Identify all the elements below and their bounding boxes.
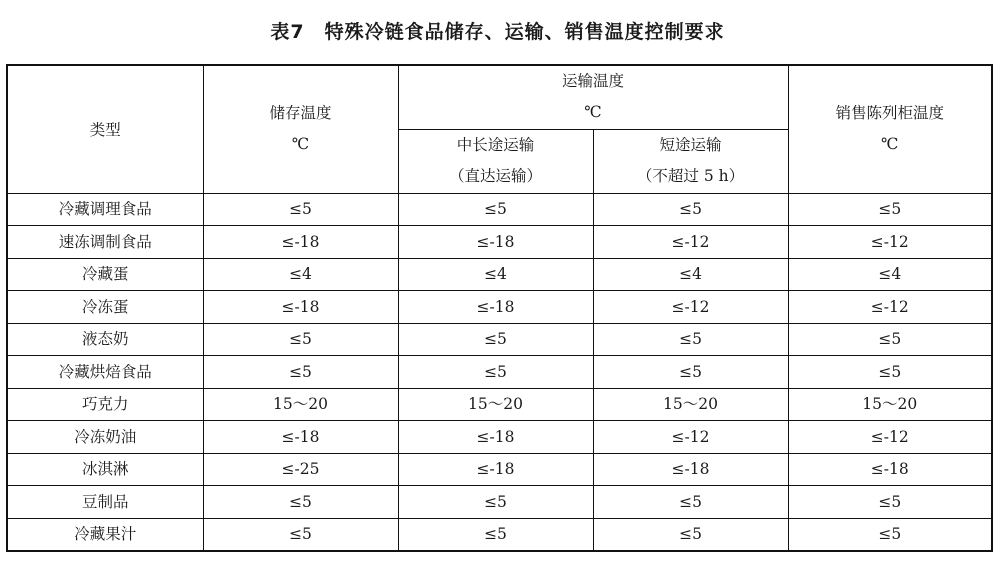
header-short-haul-line1: 短途运输 bbox=[659, 136, 722, 154]
header-sale-label: 销售陈列柜温度 bbox=[835, 104, 945, 123]
cell-long-haul-temp: 15～20 bbox=[398, 388, 593, 421]
cell-long-haul-temp: ≤5 bbox=[398, 356, 593, 389]
cell-long-haul-temp: ≤4 bbox=[398, 258, 593, 291]
table-row bbox=[7, 291, 992, 324]
cell-short-haul-temp: ≤-18 bbox=[593, 453, 788, 486]
header-storage-label: 储存温度 bbox=[269, 104, 332, 123]
table-title: 表7 特殊冷链食品储存、运输、销售温度控制要求 bbox=[270, 21, 725, 43]
header-type bbox=[7, 65, 203, 193]
table-body bbox=[7, 193, 992, 551]
cell-short-haul-temp: ≤-12 bbox=[593, 226, 788, 259]
cell-storage-temp: ≤-18 bbox=[203, 226, 398, 259]
header-transport bbox=[398, 65, 788, 129]
cell-storage-temp: ≤5 bbox=[203, 323, 398, 356]
cell-food-type: 巧克力 bbox=[7, 388, 203, 421]
cell-short-haul-temp: ≤-12 bbox=[593, 291, 788, 324]
cell-long-haul-temp: ≤-18 bbox=[398, 226, 593, 259]
cell-sale-temp: ≤4 bbox=[788, 258, 992, 291]
cell-sale-temp: ≤5 bbox=[788, 486, 992, 519]
cell-short-haul-temp: 15～20 bbox=[593, 388, 788, 421]
cell-storage-temp: 15～20 bbox=[203, 388, 398, 421]
table-row bbox=[7, 258, 992, 291]
table-row bbox=[7, 421, 992, 454]
cell-storage-temp: ≤5 bbox=[203, 356, 398, 389]
cell-long-haul-temp: ≤-18 bbox=[398, 453, 593, 486]
table-row bbox=[7, 193, 992, 226]
cell-long-haul-temp: ≤5 bbox=[398, 486, 593, 519]
cell-sale-temp: ≤-12 bbox=[788, 291, 992, 324]
cell-sale-temp: ≤5 bbox=[788, 323, 992, 356]
cell-storage-temp: ≤-18 bbox=[203, 291, 398, 324]
cell-storage-temp: ≤5 bbox=[203, 486, 398, 519]
table-row bbox=[7, 518, 992, 551]
header-sale-unit: ℃ bbox=[881, 135, 899, 154]
cell-sale-temp: 15～20 bbox=[788, 388, 992, 421]
table-row bbox=[7, 356, 992, 389]
header-long-haul-line2: （直达运输） bbox=[448, 167, 542, 185]
header-type-label: 类型 bbox=[89, 121, 121, 140]
cell-short-haul-temp: ≤5 bbox=[593, 323, 788, 356]
cell-long-haul-temp: ≤5 bbox=[398, 518, 593, 551]
table-row bbox=[7, 226, 992, 259]
cell-food-type: 豆制品 bbox=[7, 486, 203, 519]
cell-food-type: 冷冻蛋 bbox=[7, 291, 203, 324]
cell-storage-temp: ≤5 bbox=[203, 518, 398, 551]
cell-food-type: 冷藏蛋 bbox=[7, 258, 203, 291]
cell-short-haul-temp: ≤5 bbox=[593, 356, 788, 389]
cell-storage-temp: ≤5 bbox=[203, 193, 398, 226]
cell-sale-temp: ≤-12 bbox=[788, 421, 992, 454]
cell-food-type: 冷藏调理食品 bbox=[7, 193, 203, 226]
header-transport-label: 运输温度 bbox=[562, 72, 625, 91]
cell-sale-temp: ≤-18 bbox=[788, 453, 992, 486]
cell-sale-temp: ≤5 bbox=[788, 518, 992, 551]
cell-long-haul-temp: ≤-18 bbox=[398, 421, 593, 454]
cell-sale-temp: ≤5 bbox=[788, 356, 992, 389]
cell-long-haul-temp: ≤5 bbox=[398, 323, 593, 356]
cell-food-type: 冰淇淋 bbox=[7, 453, 203, 486]
header-transport-unit: ℃ bbox=[584, 103, 602, 122]
cell-short-haul-temp: ≤4 bbox=[593, 258, 788, 291]
cell-long-haul-temp: ≤5 bbox=[398, 193, 593, 226]
cell-food-type: 冷藏烘焙食品 bbox=[7, 356, 203, 389]
table-row bbox=[7, 486, 992, 519]
header-sale bbox=[788, 65, 992, 193]
cell-storage-temp: ≤4 bbox=[203, 258, 398, 291]
cell-storage-temp: ≤-18 bbox=[203, 421, 398, 454]
header-storage bbox=[203, 65, 398, 193]
table-row bbox=[7, 323, 992, 356]
cell-long-haul-temp: ≤-18 bbox=[398, 291, 593, 324]
cell-short-haul-temp: ≤5 bbox=[593, 193, 788, 226]
header-long-haul bbox=[398, 129, 593, 193]
table-row bbox=[7, 388, 992, 421]
cell-sale-temp: ≤5 bbox=[788, 193, 992, 226]
cell-sale-temp: ≤-12 bbox=[788, 226, 992, 259]
cell-food-type: 冷冻奶油 bbox=[7, 421, 203, 454]
cell-food-type: 速冻调制食品 bbox=[7, 226, 203, 259]
cell-short-haul-temp: ≤5 bbox=[593, 518, 788, 551]
cell-storage-temp: ≤-25 bbox=[203, 453, 398, 486]
header-short-haul bbox=[593, 129, 788, 193]
header-storage-unit: ℃ bbox=[291, 135, 310, 154]
header-long-haul-line1: 中长途运输 bbox=[456, 136, 535, 154]
temperature-requirements-table bbox=[6, 64, 993, 552]
cell-short-haul-temp: ≤-12 bbox=[593, 421, 788, 454]
cell-food-type: 冷藏果汁 bbox=[7, 518, 203, 551]
header-short-haul-line2: （不超过 5 h） bbox=[636, 167, 745, 185]
cell-food-type: 液态奶 bbox=[7, 323, 203, 356]
table-row bbox=[7, 453, 992, 486]
cell-short-haul-temp: ≤5 bbox=[593, 486, 788, 519]
